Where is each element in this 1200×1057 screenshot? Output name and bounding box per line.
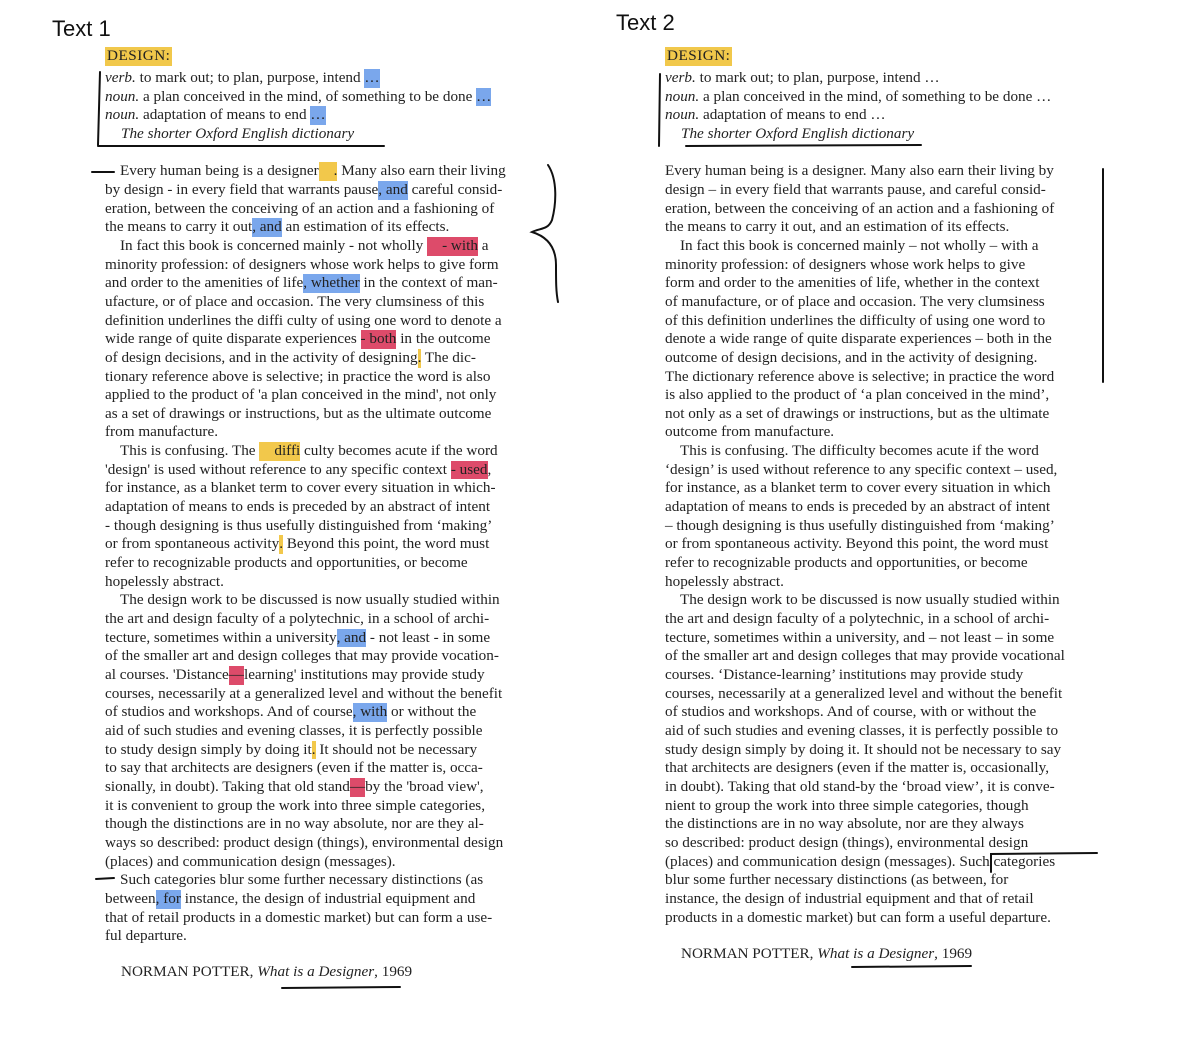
text-line: - though designing is thus usefully distinguished from ‘making’ [105,516,493,534]
text-line: of manufacture, or of place and occasion. The very clumsiness [665,292,1045,310]
text-line: and order to the amenities of life, whether in the context of man- [105,274,498,292]
text-line: the means to carry it out, and an estimation of its effects. [105,218,450,236]
text2-attribution: NORMAN POTTER, What is a Designer, 1969 [681,945,973,962]
definition-list [665,69,1065,145]
text1-body [105,162,506,946]
definition-noun-1: noun. a plan conceived in the mind, of something to be done … [665,87,1052,105]
highlight-space: . [311,740,316,758]
text-line: In fact this book is concerned mainly – not wholly – with a [680,236,1039,254]
text-line: definition underlines the diffi culty of using one word to denote a [105,311,502,329]
curly-brace-1 [532,165,558,302]
text-line: Every human being is a designer . Many also earn their living [120,162,506,180]
highlight-space: . [417,348,422,366]
text-line: applied to the product of 'a plan conceived in the mind', not only [105,386,497,404]
text-line: outcome from manufacture. [665,423,835,441]
text-line: – though designing is thus usefully distinguished from ‘making’ [665,516,1055,534]
text-line: of the smaller art and design colleges that may provide vocation- [105,647,499,665]
text-line: ful departure. [105,927,187,945]
text-line: of this definition underlines the difficulty of using one word to [665,311,1046,329]
text-line: eration, between the conceiving of an action and a fashioning of [105,199,495,217]
text-line: The design work to be discussed is now usually studied within [680,591,1060,609]
definition-verb: verb. to mark out; to plan, purpose, intend … [665,68,940,86]
text-line: though the distinctions are in no way absolute, nor are they al- [105,815,484,833]
text-line: courses, necessarily at a generalized level and without the benefit [105,684,503,702]
text-line: nient to group the work into three simple categories, though [665,796,1029,814]
text-line: minority profession: of designers whose work helps to give form [105,255,499,273]
text-line: hopelessly abstract. [105,572,224,590]
text-line: The design work to be discussed is now usually studied within [120,591,500,609]
highlight-punctuation: , and [252,218,282,236]
text2-label: Text 2 [616,10,675,35]
text-line: design – in every field that warrants pause, and careful consid- [665,180,1046,198]
text-line: ways so described: product design (things), environmental design [105,833,504,851]
text-line: by design - in every field that warrants pause, and careful consid- [105,180,503,198]
text1-label: Text 1 [52,16,111,41]
text-line: or from spontaneous activity. Beyond this point, the word must [665,535,1049,553]
text-line: not only as a set of drawings or instructions, but as the ultimate [665,404,1050,422]
text-line: denote a wide range of quite disparate experiences – both in the [665,330,1052,348]
highlight-punctuation: … [310,106,326,124]
text-line: (places) and communication design (messages). [105,852,396,870]
text-line: as a set of drawings or instructions, but as the ultimate outcome [105,404,492,422]
highlight-punctuation: , and [378,180,408,198]
text-line: minority profession: of designers whose work helps to give [665,255,1026,273]
highlight-space: . [279,535,283,553]
text-line: tionary reference above is selective; in practice the word is also [105,367,491,385]
text-line: the means to carry it out, and an estimation of its effects. [665,218,1010,236]
definition-verb: verb. to mark out; to plan, purpose, intend … [105,68,380,86]
highlight-dash: — [349,777,366,795]
text-line: tecture, sometimes within a university, and – not least – in some [665,628,1055,646]
highlight-punctuation: … [364,68,380,86]
dictionary-source: The shorter Oxford English dictionary [681,125,915,143]
text-line: blur some further necessary distinctions (as between, for [665,871,1009,889]
text-line: tecture, sometimes within a university, and - not least - in some [105,628,491,646]
bracket-definitions-1 [98,72,100,145]
text-line: Every human being is a designer. Many also earn their living by [665,162,1054,180]
text-line: it is convenient to group the work into three simple categories, [105,796,486,814]
text-line: for instance, as a blanket term to cover every situation in which- [105,479,496,497]
highlight-punctuation: , with [352,703,388,721]
definition-noun-1: noun. a plan conceived in the mind, of something to be done … [105,87,492,105]
text-line: sionally, in doubt). Taking that old stand—by the 'broad view', [105,777,484,795]
text-line: outcome of design decisions, and in the activity of designing. [665,348,1038,366]
text-line: eration, between the conceiving of an action and a fashioning of [665,199,1055,217]
text-line: of studios and workshops. And of course, with or without the [665,703,1037,721]
text-line: (places) and communication design (messages). Such categories [665,852,1056,870]
text-line: courses. ‘Distance-learning’ institutions may provide study [665,666,1024,683]
definition-list [105,69,506,145]
text-line: al courses. 'Distance—learning' institutions may provide study [105,666,485,683]
text-line: instance, the design of industrial equipment and that of retail [665,889,1034,907]
text-line: Such categories blur some further necessary distinctions (as [120,871,484,889]
text-line: so described: product design (things), environmental design [665,833,1029,851]
text-line: that of retail products in a domestic market) but can form a use- [105,908,493,926]
definition-noun-2: noun. adaptation of means to end … [665,106,886,124]
text-line: courses, necessarily at a generalized level and without the benefit [665,684,1063,702]
highlight-punctuation: , for [155,889,181,907]
highlight-space: diffi [259,442,300,461]
text-line: products in a domestic market) but can form a useful departure. [665,908,1051,926]
highlight-dash: — [228,666,244,683]
highlight-punctuation: , and [336,628,367,646]
heading-design: DESIGN: [667,47,731,64]
text-line: in doubt). Taking that old stand-by the ‘broad view’, it is conve- [665,777,1055,795]
highlight-space: . [319,162,338,181]
text-line: aid of such studies and evening classes, it is perfectly possible to [665,721,1059,739]
text-line: refer to recognizable products and opportunities, or become [665,554,1028,572]
text-line: aid of such studies and evening classes, it is perfectly possible [105,721,483,739]
text-line: 'design' is used without reference to any specific context - used, [105,460,492,478]
definition-noun-2: noun. adaptation of means to end … [105,106,326,124]
text-line: of studios and workshops. And of course, with or without the [105,703,477,721]
text-line: form and order to the amenities of life, whether in the context [665,274,1040,292]
text-line: to say that architects are designers (even if the matter is, occa- [105,759,483,777]
text-line: from manufacture. [105,423,219,441]
underline-attribution-1 [282,987,400,988]
text-line: hopelessly abstract. [665,572,784,590]
text-line: adaptation of means to ends is preceded by an abstract of intent [105,498,491,516]
highlight-punctuation: … [476,87,492,105]
text-line: to study design simply by doing it. It should not be necessary [105,740,478,758]
text-line: is also applied to the product of ‘a plan conceived in the mind’, [665,386,1050,404]
highlight-dash: - both [360,330,397,348]
text-line: In fact this book is concerned mainly - not wholly - with a [120,236,489,254]
text-line: or from spontaneous activity. Beyond this point, the word must [105,535,490,553]
text-line: for instance, as a blanket term to cover every situation in which [665,479,1051,497]
text2-body [665,162,1065,927]
text-line: of design decisions, and in the activity of designing. The dic- [105,348,476,366]
text-line: wide range of quite disparate experiences - both in the outcome [105,330,491,348]
text2-column [665,47,1065,927]
highlight-punctuation: , whether [303,274,360,292]
text-line: the art and design faculty of a polytechnic, in a school of archi- [665,610,1050,628]
text-line: that architects are designers (even if the matter is, occasionally, [665,759,1050,777]
heading-design: DESIGN: [107,47,171,64]
underline-attribution-2 [852,966,971,967]
text-line: the distinctions are in no way absolute, nor are they always [665,815,1024,833]
dictionary-source: The shorter Oxford English dictionary [121,125,355,143]
highlight-dash: - with [427,237,478,256]
highlight-dash: - used [450,460,488,478]
text-line: refer to recognizable products and opportunities, or become [105,554,468,572]
text-line: of the smaller art and design colleges that may provide vocational [665,647,1065,665]
text1-attribution: NORMAN POTTER, What is a Designer, 1969 [121,963,413,980]
text1-column [105,47,506,946]
text-line: ufacture, or of place and occasion. The very clumsiness of this [105,292,485,310]
text-line: This is confusing. The diffi culty becomes acute if the word [120,442,498,460]
text-line: study design simply by doing it. It should not be necessary to say [665,740,1062,758]
text-line: adaptation of means to ends is preceded by an abstract of intent [665,498,1051,516]
bracket-definitions-2 [659,74,660,146]
text-line: The dictionary reference above is selective; in practice the word [665,367,1055,385]
text-line: This is confusing. The difficulty becomes acute if the word [680,442,1039,460]
text-line: between, for instance, the design of industrial equipment and [105,889,476,907]
text-line: ‘design’ is used without reference to any specific context – used, [665,460,1058,478]
text-line: the art and design faculty of a polytechnic, in a school of archi- [105,610,490,628]
